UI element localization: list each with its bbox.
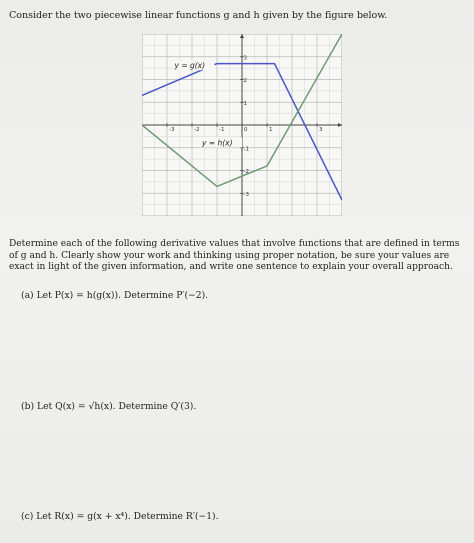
x-tick-label: 0: [244, 127, 248, 133]
y-tick-label: -2: [243, 169, 249, 175]
y-tick-label: -3: [243, 191, 249, 198]
x-tick-label: -3: [169, 127, 175, 133]
y-tick-label: -1: [243, 146, 249, 153]
instructions-text: Determine each of the following derivative values that involve functions that are defined in terms of g and h. Clearly show your work and thinking using proper notation, be sure your values are exact in light of the given information, and write one sentence to explain your overall approach.: [9, 239, 460, 273]
y-tick-label: 3: [243, 55, 247, 62]
series-annotation: y = g(x): [174, 61, 206, 71]
function-graph: [142, 34, 342, 216]
part-a-question: (a) Let P(x) = h(g(x)). Determine P′(−2).: [21, 290, 209, 301]
y-tick-label: 1: [243, 100, 247, 107]
series-annotation: y = h(x): [202, 138, 233, 148]
y-tick-label: 2: [243, 78, 247, 84]
x-tick-label: 3: [319, 127, 323, 133]
x-tick-label: 1: [269, 127, 273, 133]
x-tick-label: -2: [194, 127, 200, 133]
x-tick-label: -1: [219, 127, 225, 133]
part-c-question: (c) Let R(x) = g(x + x⁴). Determine R′(−1).: [21, 511, 219, 522]
problem-intro: Consider the two piecewise linear functions g and h given by the figure below.: [9, 10, 388, 21]
part-b-question: (b) Let Q(x) = √h(x). Determine Q′(3).: [21, 401, 197, 412]
